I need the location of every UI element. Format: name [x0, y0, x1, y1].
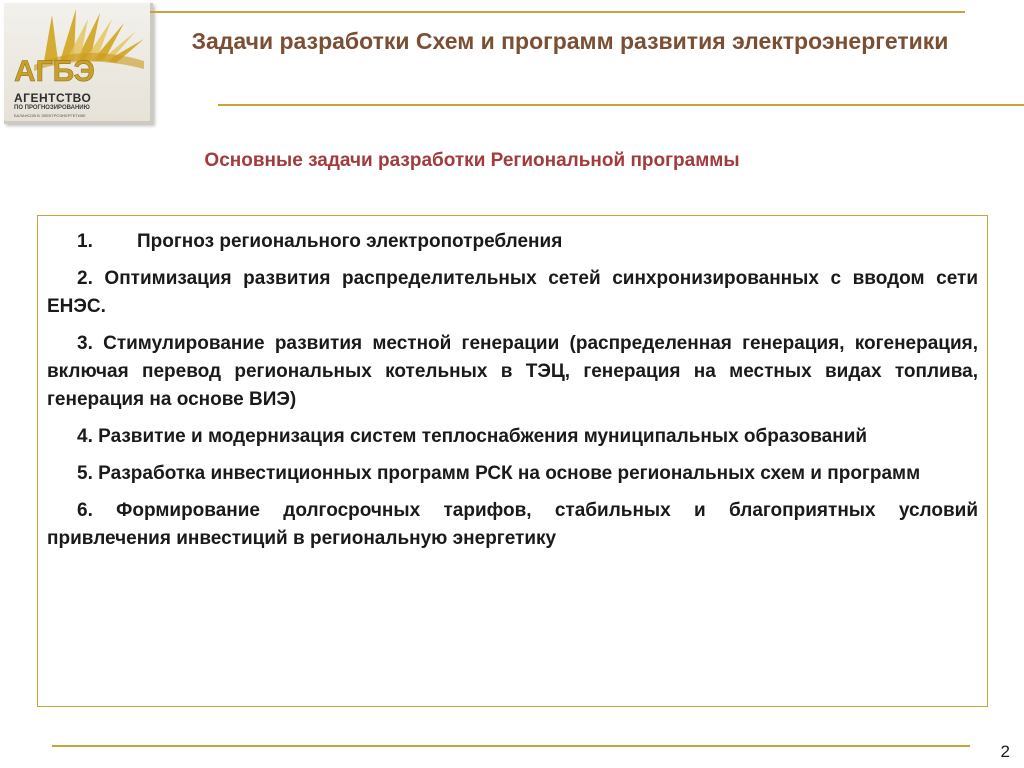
- task-text: Разработка инвестиционных программ РСК на основе региональных схем и программ: [98, 463, 921, 484]
- task-item: [47, 460, 978, 488]
- task-number: 5.: [77, 463, 93, 484]
- slide-title: Задачи разработки Схем и программ развития электроэнергетики: [191, 28, 949, 54]
- task-text: Оптимизация развития распределительных сетей синхронизированных с вводом сети ЕНЭС.: [47, 268, 978, 317]
- task-item: [47, 228, 978, 256]
- task-number: 6.: [77, 500, 93, 521]
- logo-subline: ПО ПРОГНОЗИРОВАНИЮ: [14, 105, 90, 111]
- task-item: [47, 330, 978, 414]
- task-number: 4.: [77, 426, 93, 447]
- task-item: [47, 265, 978, 321]
- logo-subline-small: БАЛАНСОВ В ЭЛЕКТРОЭНЕРГЕТИКЕ: [14, 113, 86, 118]
- task-item: [47, 423, 978, 451]
- logo-agency-text: АГЕНТСТВО: [14, 91, 92, 105]
- header-bottom-rule: [218, 104, 1024, 106]
- task-text: Прогноз регионального электропотребления: [137, 231, 563, 252]
- task-item: [47, 497, 978, 553]
- page-number: 2: [1000, 742, 1010, 761]
- header-top-rule: [150, 11, 965, 13]
- agency-logo: [4, 3, 153, 124]
- tasks-box: [37, 215, 988, 707]
- task-number: 2.: [77, 268, 93, 289]
- logo-abbreviation: АГБЭ: [14, 55, 95, 88]
- section-subtitle: Основные задачи разработки Региональной программы: [204, 150, 740, 171]
- task-text: Развитие и модернизация систем теплоснабжения муниципальных образований: [98, 426, 868, 447]
- task-number: 1.: [77, 231, 93, 252]
- footer-rule: [52, 745, 970, 747]
- task-text: Стимулирование развития местной генерации (распределенная генерация, когенерация, включая перевод региональных котельных в ТЭЦ, генерация на местных видах топлива, генерация на основе ВИЭ): [47, 333, 979, 410]
- task-number: 3.: [77, 333, 93, 354]
- task-text: Формирование долгосрочных тарифов, стабильных и благоприятных условий привлечения инвестиций в региональную энергетику: [47, 500, 978, 549]
